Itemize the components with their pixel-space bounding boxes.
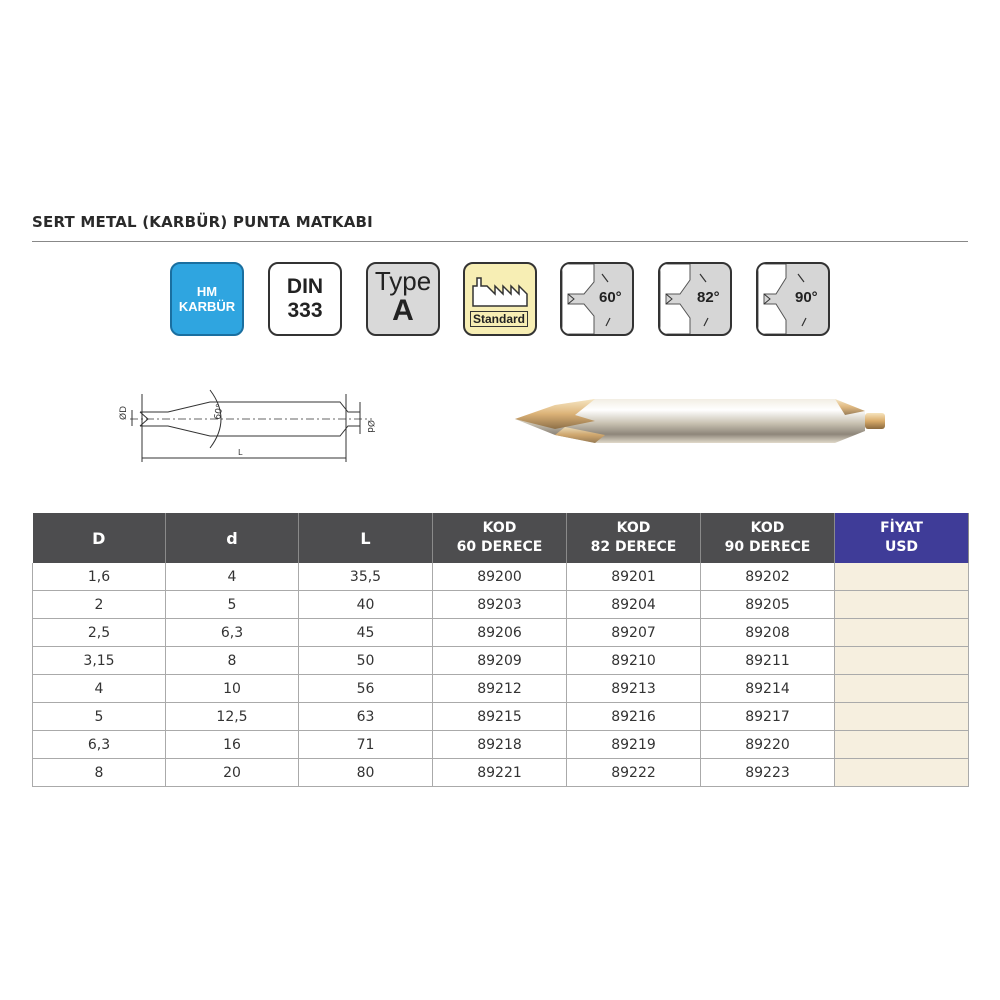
angle-82-label: 82° [697, 289, 720, 306]
center-drill-bit-image [505, 385, 895, 455]
cell-L: 56 [299, 675, 433, 703]
title-divider [32, 241, 968, 242]
table-row [33, 675, 969, 703]
header-kod-82-line1: KOD [616, 520, 651, 536]
cell-price [835, 591, 969, 619]
cell-kod-60: 89212 [433, 675, 567, 703]
cell-kod-90: 89208 [701, 619, 835, 647]
table-row [33, 703, 969, 731]
cell-kod-82: 89204 [567, 591, 701, 619]
cell-price [835, 563, 969, 591]
cell-L: 45 [299, 619, 433, 647]
diameter-d-label: Ød [365, 420, 375, 433]
angle-82-badge [658, 262, 732, 336]
specification-table [32, 513, 969, 787]
cell-price [835, 619, 969, 647]
cell-d: 5 [166, 591, 299, 619]
center-drill-technical-drawing [110, 380, 390, 470]
cell-d: 8 [166, 647, 299, 675]
cell-price [835, 675, 969, 703]
standard-badge [463, 262, 537, 336]
feature-badges [170, 262, 832, 340]
cell-price [835, 759, 969, 787]
cell-kod-60: 89200 [433, 563, 567, 591]
cell-L: 71 [299, 731, 433, 759]
table-row [33, 731, 969, 759]
cell-L: 63 [299, 703, 433, 731]
cell-d: 10 [166, 675, 299, 703]
cell-price [835, 647, 969, 675]
cell-kod-82: 89207 [567, 619, 701, 647]
cell-kod-90: 89223 [701, 759, 835, 787]
type-a-badge [366, 262, 440, 336]
table-header-row [33, 513, 969, 563]
cell-D: 8 [33, 759, 166, 787]
table-row [33, 619, 969, 647]
cell-kod-90: 89202 [701, 563, 835, 591]
cell-kod-90: 89220 [701, 731, 835, 759]
table-row [33, 647, 969, 675]
cell-L: 35,5 [299, 563, 433, 591]
table-row [33, 563, 969, 591]
cell-D: 4 [33, 675, 166, 703]
header-price-line1: FİYAT [880, 520, 923, 536]
header-kod-90-line2: 90 DERECE [724, 539, 811, 555]
header-price-usd [835, 513, 969, 563]
header-D: D [33, 513, 166, 563]
hm-karbur-badge [170, 262, 244, 336]
angle-90-badge [756, 262, 830, 336]
header-kod-82-line2: 82 DERECE [590, 539, 677, 555]
cell-L: 80 [299, 759, 433, 787]
cell-D: 6,3 [33, 731, 166, 759]
cell-kod-82: 89216 [567, 703, 701, 731]
cell-price [835, 731, 969, 759]
header-d: d [166, 513, 299, 563]
cell-kod-90: 89214 [701, 675, 835, 703]
drawing-angle-label: 60° [213, 403, 226, 421]
table-row [33, 759, 969, 787]
cell-kod-60: 89206 [433, 619, 567, 647]
cell-kod-82: 89222 [567, 759, 701, 787]
angle-90-label: 90° [795, 289, 818, 306]
cell-kod-82: 89219 [567, 731, 701, 759]
cell-d: 16 [166, 731, 299, 759]
header-L: L [299, 513, 433, 563]
cell-kod-60: 89203 [433, 591, 567, 619]
header-kod-60 [433, 513, 567, 563]
header-price-line2: USD [884, 539, 919, 555]
cell-kod-82: 89213 [567, 675, 701, 703]
cell-D: 5 [33, 703, 166, 731]
cell-d: 6,3 [166, 619, 299, 647]
din-number-label: 333 [287, 299, 323, 322]
cell-kod-60: 89209 [433, 647, 567, 675]
cell-kod-82: 89201 [567, 563, 701, 591]
cell-D: 2 [33, 591, 166, 619]
angle-60-label: 60° [599, 289, 622, 306]
header-kod-82 [567, 513, 701, 563]
cell-d: 12,5 [166, 703, 299, 731]
header-kod-90 [701, 513, 835, 563]
cell-kod-90: 89211 [701, 647, 835, 675]
cell-kod-60: 89215 [433, 703, 567, 731]
type-label: Type [374, 266, 432, 296]
cell-D: 2,5 [33, 619, 166, 647]
cell-L: 40 [299, 591, 433, 619]
hm-label: HM [196, 284, 218, 299]
header-kod-60-line2: 60 DERECE [456, 539, 543, 555]
cell-D: 3,15 [33, 647, 166, 675]
din-label: DIN [286, 275, 324, 298]
cell-kod-90: 89217 [701, 703, 835, 731]
cell-price [835, 703, 969, 731]
diameter-D-label: ØD [119, 405, 129, 420]
cell-d: 20 [166, 759, 299, 787]
cell-kod-60: 89218 [433, 731, 567, 759]
cell-L: 50 [299, 647, 433, 675]
cell-kod-90: 89205 [701, 591, 835, 619]
page-title: SERT METAL (KARBÜR) PUNTA MATKABI [32, 213, 373, 231]
type-value-label: A [392, 294, 414, 327]
header-kod-60-line1: KOD [482, 520, 517, 536]
karbur-label: KARBÜR [178, 299, 236, 314]
cell-D: 1,6 [33, 563, 166, 591]
cell-d: 4 [166, 563, 299, 591]
din-333-badge [268, 262, 342, 336]
standard-label: Standard [470, 311, 528, 327]
angle-60-badge [560, 262, 634, 336]
cell-kod-82: 89210 [567, 647, 701, 675]
cell-kod-60: 89221 [433, 759, 567, 787]
header-kod-90-line1: KOD [750, 520, 785, 536]
table-row [33, 591, 969, 619]
length-L-label: L [238, 448, 243, 457]
